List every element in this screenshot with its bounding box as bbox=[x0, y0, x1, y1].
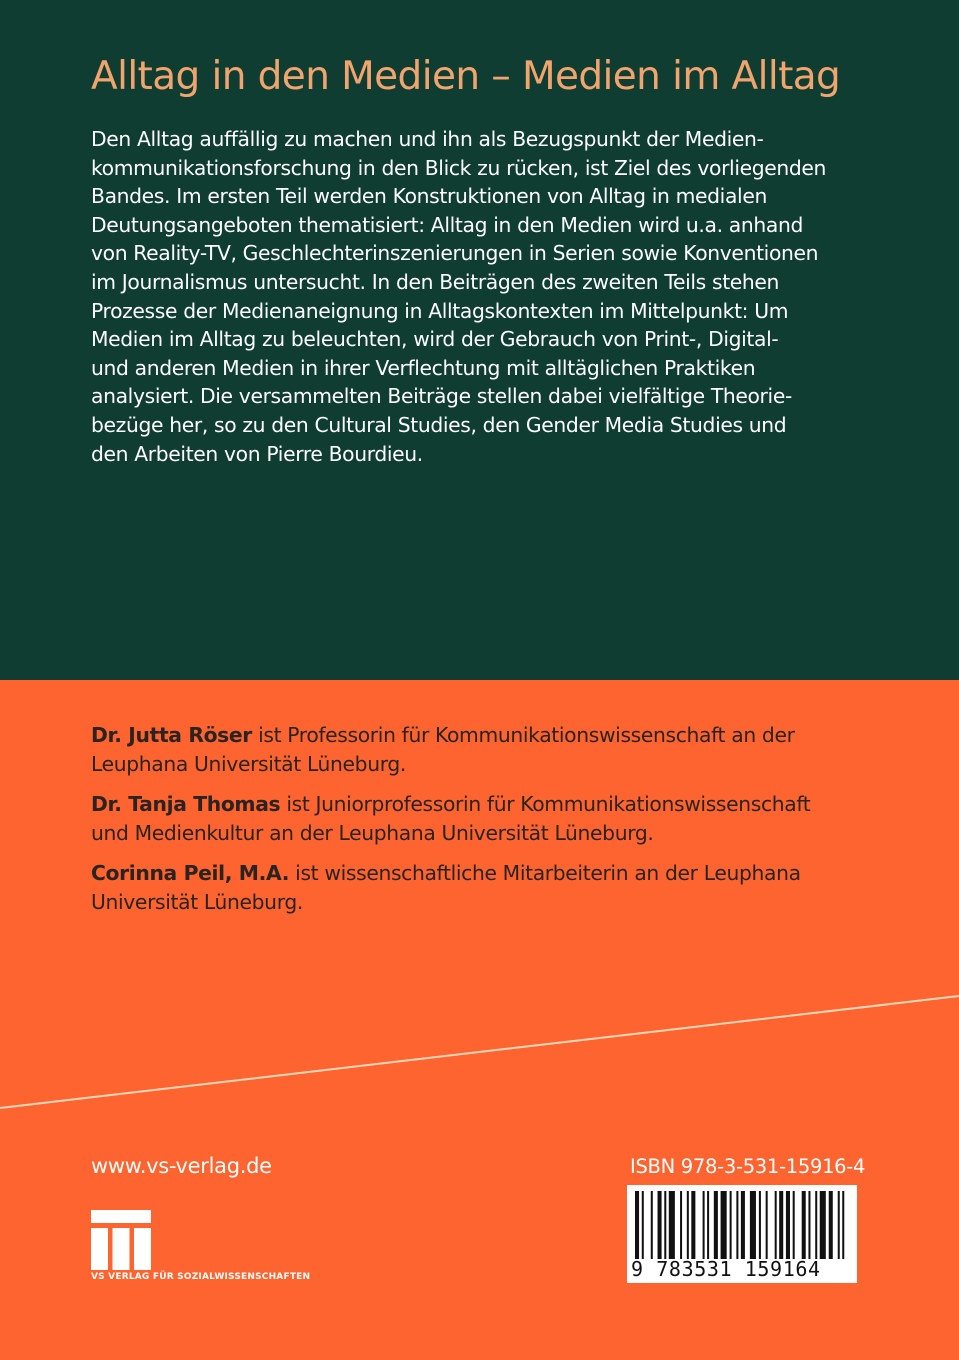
barcode-bar bbox=[750, 1191, 756, 1259]
author-bio-line bbox=[91, 790, 871, 819]
blurb-line: von Reality-TV, Geschlechterinszenierungen in Serien sowie Konventionen bbox=[91, 241, 819, 266]
barcode-bar bbox=[808, 1191, 810, 1259]
blurb-text bbox=[91, 125, 861, 468]
barcode-bar bbox=[651, 1191, 653, 1259]
barcode-bar bbox=[635, 1191, 639, 1259]
barcode-bar bbox=[721, 1191, 727, 1259]
blurb-line: Den Alltag auffällig zu machen und ihn als Bezugspunkt der Medien- bbox=[91, 127, 764, 151]
barcode-bar bbox=[680, 1191, 682, 1259]
author-bios bbox=[91, 721, 871, 928]
barcode-bar bbox=[691, 1191, 695, 1259]
barcode-bar bbox=[730, 1191, 732, 1259]
blurb-line: den Arbeiten von Pierre Bourdieu. bbox=[91, 441, 423, 466]
isbn-text: ISBN 978-3-531-15916-4 bbox=[630, 1155, 866, 1178]
author-name: Corinna Peil, M.A. bbox=[91, 861, 290, 885]
barcode-bar bbox=[829, 1191, 833, 1259]
blurb-line: und anderen Medien in ihrer Verflechtung mit alltäglichen Praktiken bbox=[91, 355, 756, 380]
barcode-bar bbox=[669, 1191, 675, 1259]
barcode-bar bbox=[842, 1191, 844, 1259]
author-bio-line: und Medienkultur an der Leuphana Universität Lüneburg. bbox=[91, 820, 654, 845]
barcode-bar bbox=[736, 1191, 738, 1259]
author-bio-line bbox=[91, 859, 871, 888]
barcode-bars bbox=[635, 1191, 849, 1259]
diagonal-divider bbox=[0, 960, 959, 1120]
blurb-line: Medien im Alltag zu beleuchten, wird der Gebrauch von Print-, Digital- bbox=[91, 327, 779, 352]
barcode-bar bbox=[793, 1191, 795, 1259]
author-bio bbox=[91, 721, 871, 778]
blurb-line: im Journalismus untersucht. In den Beiträgen des zweiten Teils stehen bbox=[91, 269, 780, 294]
barcode-bar bbox=[815, 1191, 817, 1259]
author-bio-line bbox=[91, 721, 871, 750]
barcode-bar bbox=[714, 1191, 718, 1259]
book-title: Alltag in den Medien – Medien im Alltag bbox=[91, 54, 841, 99]
author-bio bbox=[91, 859, 871, 916]
vs-verlag-logo-icon bbox=[91, 1210, 151, 1270]
barcode-digits: 9 783531 159164 bbox=[631, 1257, 821, 1281]
barcode-bar bbox=[687, 1191, 689, 1259]
barcode-bar bbox=[820, 1191, 826, 1259]
publisher-website: www.vs-verlag.de bbox=[91, 1154, 272, 1178]
blurb-line: kommunikationsforschung in den Blick zu rücken, ist Ziel des vorliegenden bbox=[91, 155, 827, 180]
barcode-bar bbox=[779, 1191, 783, 1259]
barcode-bar bbox=[775, 1191, 777, 1259]
isbn-barcode-icon bbox=[627, 1185, 857, 1283]
blurb-line: Deutungsangeboten thematisiert: Alltag in den Medien wird u.a. anhand bbox=[91, 212, 803, 237]
blurb-line: Prozesse der Medienaneignung in Alltagskontexten im Mittelpunkt: Um bbox=[91, 298, 789, 323]
author-name: Dr. Jutta Röser bbox=[91, 723, 252, 747]
blurb-line: analysiert. Die versammelten Beiträge stellen dabei vielfältige Theorie- bbox=[91, 384, 792, 409]
barcode-bar bbox=[658, 1191, 662, 1259]
barcode-bar bbox=[786, 1191, 790, 1259]
blurb-line: bezüge her, so zu den Cultural Studies, den Gender Media Studies und bbox=[91, 412, 787, 437]
author-bio-line: Leuphana Universität Lüneburg. bbox=[91, 751, 406, 776]
barcode-bar bbox=[664, 1191, 666, 1259]
author-description: ist Juniorprofessorin für Kommunikationswissenschaft bbox=[280, 792, 811, 816]
barcode-bar bbox=[741, 1191, 745, 1259]
author-bio bbox=[91, 790, 871, 847]
barcode-bar bbox=[766, 1191, 768, 1259]
author-bio-line: Universität Lüneburg. bbox=[91, 889, 303, 914]
barcode-bar bbox=[707, 1191, 709, 1259]
barcode-bar bbox=[838, 1191, 840, 1259]
barcode-bar bbox=[802, 1191, 806, 1259]
barcode-bar bbox=[759, 1191, 761, 1259]
barcode-bar bbox=[642, 1191, 644, 1259]
publisher-name: VS VERLAG FÜR SOZIALWISSENSCHAFTEN bbox=[91, 1272, 311, 1282]
author-name: Dr. Tanja Thomas bbox=[91, 792, 281, 816]
author-description: ist Professorin für Kommunikationswissenschaft an der bbox=[251, 723, 795, 747]
barcode-bar bbox=[703, 1191, 705, 1259]
blurb-line: Bandes. Im ersten Teil werden Konstruktionen von Alltag in medialen bbox=[91, 184, 767, 209]
author-description: ist wissenschaftliche Mitarbeiterin an der Leuphana bbox=[289, 861, 801, 885]
